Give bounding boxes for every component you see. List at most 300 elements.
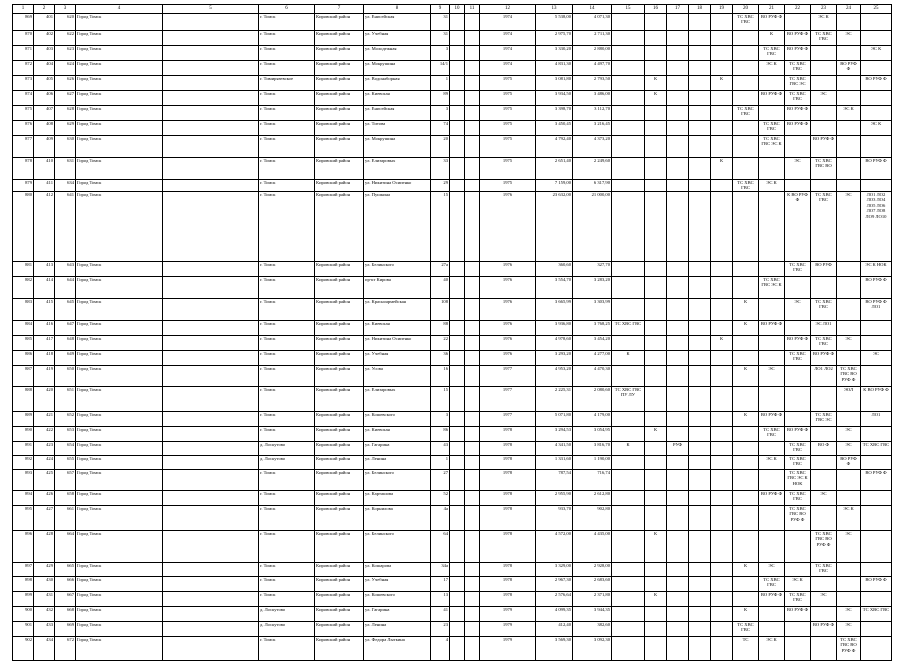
table-cell: г. Томск: [259, 563, 315, 577]
table-cell: [733, 470, 759, 491]
table-cell: 20: [431, 136, 450, 158]
table-cell: 872: [13, 61, 34, 76]
table-cell: [811, 180, 837, 192]
table-cell: 23: [431, 622, 450, 637]
table-cell: [689, 31, 711, 46]
column-number-header: 20: [733, 5, 759, 14]
table-cell: 429: [34, 563, 55, 577]
table-cell: [465, 427, 480, 442]
table-cell: [733, 351, 759, 366]
table-cell: [759, 442, 785, 456]
table-cell: г. Томск: [259, 158, 315, 180]
table-cell: [450, 592, 465, 607]
table-cell: [733, 46, 759, 61]
table-cell: ул. Ленина: [364, 456, 431, 470]
table-cell: Кировский район: [315, 91, 364, 106]
table-cell: [163, 121, 259, 136]
column-number-header: 23: [811, 5, 837, 14]
table-cell: ул. Ленина: [364, 622, 431, 637]
table-cell: ТС ХВС ГВС: [785, 351, 811, 366]
table-cell: 902,80: [573, 506, 612, 531]
table-cell: 1: [431, 76, 450, 91]
table-cell: 657: [55, 470, 76, 491]
column-number-header: 18: [689, 5, 711, 14]
table-cell: [645, 412, 667, 427]
column-number-header: 13: [536, 5, 573, 14]
table-cell: [612, 136, 645, 158]
table-cell: [450, 387, 465, 412]
table-cell: [837, 277, 861, 299]
table-cell: [163, 299, 259, 321]
table-cell: Город Томск: [76, 299, 163, 321]
table-cell: [667, 351, 689, 366]
table-cell: Кировский район: [315, 427, 364, 442]
table-row: [13, 387, 892, 412]
table-cell: ТС ХВС ГВС: [811, 336, 837, 351]
table-cell: [163, 136, 259, 158]
table-cell: 623: [55, 46, 76, 61]
column-number-header: 24: [837, 5, 861, 14]
table-cell: г. Томск: [259, 470, 315, 491]
table-cell: [837, 321, 861, 336]
table-cell: 412,40: [536, 622, 573, 637]
table-cell: [785, 622, 811, 637]
table-cell: [759, 622, 785, 637]
table-cell: 3 329,00: [536, 563, 573, 577]
table-cell: 3 216,45: [573, 121, 612, 136]
table-cell: Кировский район: [315, 387, 364, 412]
table-cell: [837, 351, 861, 366]
table-cell: 2 371,80: [573, 592, 612, 607]
table-cell: [645, 46, 667, 61]
table-cell: 647: [55, 321, 76, 336]
table-cell: ТС ХВС ГВС: [785, 592, 811, 607]
table-cell: [465, 506, 480, 531]
table-cell: [733, 387, 759, 412]
table-cell: [667, 531, 689, 563]
table-cell: [837, 470, 861, 491]
table-cell: 878: [13, 158, 34, 180]
table-row: [13, 456, 892, 470]
table-cell: Кировский район: [315, 531, 364, 563]
table-cell: Кировский район: [315, 456, 364, 470]
table-cell: д. Лоскутово: [259, 607, 315, 622]
table-cell: г. Томск: [259, 91, 315, 106]
table-cell: 418: [34, 351, 55, 366]
column-number-header: 4: [76, 5, 163, 14]
table-cell: [667, 592, 689, 607]
table-cell: [785, 277, 811, 299]
table-cell: 382,60: [573, 622, 612, 637]
table-cell: 405: [34, 76, 55, 91]
table-cell: 654: [55, 442, 76, 456]
table-cell: 629: [55, 121, 76, 136]
table-cell: [711, 456, 733, 470]
table-cell: Город Томск: [76, 136, 163, 158]
table-cell: [465, 277, 480, 299]
table-cell: ВО РУФ Ф: [785, 336, 811, 351]
table-cell: ВО РУФ Ф: [811, 622, 837, 637]
table-cell: 1979: [480, 637, 536, 661]
table-cell: ул. Гагарина: [364, 442, 431, 456]
table-cell: [465, 31, 480, 46]
table-cell: [450, 456, 465, 470]
table-cell: 4 341,50: [536, 442, 573, 456]
table-cell: 2 612,80: [573, 491, 612, 506]
table-cell: [711, 577, 733, 592]
table-cell: 1978: [480, 577, 536, 592]
table-cell: К: [733, 321, 759, 336]
table-cell: [759, 299, 785, 321]
table-cell: ТС ХВС ГВС ЭС К НОК: [785, 470, 811, 491]
table-cell: [837, 76, 861, 91]
table-cell: 6 317,90: [573, 180, 612, 192]
table-cell: [645, 637, 667, 661]
table-cell: 1977: [480, 412, 536, 427]
table-cell: ул. Енисейская: [364, 106, 431, 121]
table-cell: 360,60: [536, 262, 573, 277]
table-cell: [450, 61, 465, 76]
table-cell: г. Томск: [259, 46, 315, 61]
table-cell: [645, 158, 667, 180]
table-cell: [612, 46, 645, 61]
table-cell: 874: [13, 91, 34, 106]
table-cell: [450, 14, 465, 31]
table-cell: 407: [34, 106, 55, 121]
table-cell: 3 303,99: [573, 299, 612, 321]
table-cell: [645, 506, 667, 531]
table-cell: ТС ХВС ГВС ВО РУФ Ф: [785, 506, 811, 531]
table-cell: Кировский район: [315, 351, 364, 366]
table-cell: Кировский район: [315, 506, 364, 531]
table-cell: Город Томск: [76, 592, 163, 607]
table-cell: [759, 506, 785, 531]
table-row: [13, 366, 892, 387]
table-cell: [667, 262, 689, 277]
table-cell: Город Томск: [76, 387, 163, 412]
table-cell: Город Томск: [76, 351, 163, 366]
table-cell: [645, 136, 667, 158]
table-cell: [163, 442, 259, 456]
table-cell: 1978: [480, 506, 536, 531]
table-cell: г. Томск: [259, 106, 315, 121]
table-cell: 787,54: [536, 470, 573, 491]
table-cell: [861, 592, 892, 607]
table-cell: [711, 262, 733, 277]
table-cell: Город Томск: [76, 456, 163, 470]
table-row: [13, 299, 892, 321]
table-cell: ЛО1: [861, 412, 892, 427]
table-cell: [667, 158, 689, 180]
table-cell: [861, 366, 892, 387]
table-cell: ВО РУФ Ф: [837, 456, 861, 470]
table-cell: К: [612, 442, 645, 456]
table-cell: [759, 192, 785, 262]
table-cell: [163, 577, 259, 592]
table-cell: [163, 158, 259, 180]
table-cell: [465, 531, 480, 563]
table-cell: ЭС К: [759, 180, 785, 192]
table-cell: ул. Гагарина: [364, 607, 431, 622]
table-cell: К ВО РУФ Ф: [861, 387, 892, 412]
table-cell: 3 294,53: [536, 427, 573, 442]
table-cell: [861, 531, 892, 563]
table-cell: Кировский район: [315, 470, 364, 491]
table-cell: 3: [431, 412, 450, 427]
table-cell: [689, 61, 711, 76]
table-cell: ВО РУФ Ф: [861, 577, 892, 592]
table-cell: ул. Учебная: [364, 577, 431, 592]
table-cell: [450, 366, 465, 387]
table-cell: 881: [13, 262, 34, 277]
table-cell: Город Томск: [76, 321, 163, 336]
table-cell: К: [645, 531, 667, 563]
table-cell: ВО Ф: [811, 442, 837, 456]
table-cell: Кировский район: [315, 192, 364, 262]
table-cell: [163, 412, 259, 427]
table-cell: [861, 563, 892, 577]
table-cell: 3 450,45: [536, 121, 573, 136]
table-cell: ул. Кошарова: [364, 563, 431, 577]
table-cell: [612, 592, 645, 607]
table-cell: 428: [34, 531, 55, 563]
table-cell: [612, 622, 645, 637]
table-cell: ВО РУФ Ф: [759, 14, 785, 31]
table-cell: [733, 91, 759, 106]
table-cell: 4 470,30: [573, 366, 612, 387]
table-cell: [612, 531, 645, 563]
table-cell: 4 978,60: [536, 336, 573, 351]
table-cell: [861, 14, 892, 31]
table-cell: [645, 607, 667, 622]
table-cell: 4а: [431, 506, 450, 531]
table-cell: 403: [34, 46, 55, 61]
table-cell: [163, 321, 259, 336]
table-cell: [837, 592, 861, 607]
table-cell: Город Томск: [76, 277, 163, 299]
table-cell: [612, 563, 645, 577]
table-cell: 4 792,40: [536, 136, 573, 158]
table-cell: Кировский район: [315, 442, 364, 456]
table-cell: [837, 180, 861, 192]
table-cell: Город Томск: [76, 180, 163, 192]
table-cell: [612, 106, 645, 121]
table-cell: [612, 336, 645, 351]
table-cell: [667, 366, 689, 387]
table-cell: ул. Кошевского: [364, 412, 431, 427]
table-cell: ТС ХВС ГВС ВО РУФ Ф: [811, 531, 837, 563]
table-cell: К: [612, 351, 645, 366]
table-cell: [667, 456, 689, 470]
table-cell: ТС ХВС ГВС: [811, 299, 837, 321]
table-cell: 2 975,70: [536, 31, 573, 46]
table-cell: [861, 61, 892, 76]
table-cell: [163, 366, 259, 387]
table-cell: [733, 442, 759, 456]
table-cell: [163, 387, 259, 412]
table-cell: [861, 456, 892, 470]
table-cell: 4 831,30: [536, 61, 573, 76]
table-cell: [689, 531, 711, 563]
table-cell: ЭС: [861, 351, 892, 366]
table-cell: 665: [55, 563, 76, 577]
table-cell: [785, 136, 811, 158]
table-cell: ТС ХВС ГВС ВО РУФ Ф: [837, 637, 861, 661]
table-cell: ЭС: [785, 299, 811, 321]
table-cell: [612, 76, 645, 91]
table-cell: [667, 622, 689, 637]
table-cell: 893: [13, 470, 34, 491]
table-cell: [465, 61, 480, 76]
table-cell: ул. Учебная: [364, 351, 431, 366]
table-cell: ТС ХВС ГВС: [785, 491, 811, 506]
table-cell: 1979: [480, 622, 536, 637]
table-cell: [450, 46, 465, 61]
table-cell: [645, 180, 667, 192]
table-cell: [612, 577, 645, 592]
table-cell: [645, 442, 667, 456]
table-cell: [837, 563, 861, 577]
table-cell: 643: [55, 262, 76, 277]
table-cell: [711, 299, 733, 321]
table-cell: [465, 412, 480, 427]
column-number-header: 25: [861, 5, 892, 14]
table-cell: [465, 387, 480, 412]
table-cell: [837, 577, 861, 592]
table-cell: 21 000,00: [573, 192, 612, 262]
table-cell: 412: [34, 192, 55, 262]
table-cell: 4 071,30: [573, 14, 612, 31]
table-cell: 3: [431, 106, 450, 121]
table-cell: ТС ХВС ГВС ВО РУФ Ф: [837, 366, 861, 387]
table-cell: 3 293,20: [536, 351, 573, 366]
table-cell: 2 793,50: [573, 76, 612, 91]
table-row: [13, 31, 892, 46]
table-cell: [667, 607, 689, 622]
table-cell: [861, 427, 892, 442]
table-cell: 2 880,00: [573, 46, 612, 61]
table-cell: ТС: [733, 637, 759, 661]
table-cell: 3 554,70: [536, 277, 573, 299]
table-cell: ТС ХВС ГВС: [759, 577, 785, 592]
table-cell: 5 538,00: [536, 14, 573, 31]
table-cell: ЭС: [759, 563, 785, 577]
table-cell: ЭС: [837, 531, 861, 563]
table-cell: 891: [13, 442, 34, 456]
table-cell: 427: [34, 506, 55, 531]
table-cell: 902: [13, 637, 34, 661]
table-row: [13, 61, 892, 76]
table-cell: ЭС: [837, 622, 861, 637]
table-cell: [612, 491, 645, 506]
table-cell: Кировский район: [315, 563, 364, 577]
table-cell: [811, 106, 837, 121]
table-cell: 3 454,20: [573, 336, 612, 351]
table-cell: 64: [431, 531, 450, 563]
table-cell: Кировский район: [315, 121, 364, 136]
table-cell: [785, 563, 811, 577]
table-cell: ВО РУФ Ф: [837, 61, 861, 76]
table-cell: [733, 592, 759, 607]
table-cell: 634: [55, 180, 76, 192]
table-cell: ЭС К: [759, 61, 785, 76]
table-cell: ТС ХВС ГВС: [785, 442, 811, 456]
table-cell: ТС ХВС ГВС: [811, 563, 837, 577]
table-cell: 7 159,00: [536, 180, 573, 192]
table-cell: 3 092,30: [573, 637, 612, 661]
table-cell: [711, 106, 733, 121]
table-cell: [759, 158, 785, 180]
table-cell: [711, 121, 733, 136]
table-row: [13, 14, 892, 31]
table-cell: [450, 637, 465, 661]
table-cell: [612, 470, 645, 491]
table-cell: ВО РУФ Ф: [759, 412, 785, 427]
table-cell: ул. Кошевского: [364, 592, 431, 607]
table-cell: 627: [55, 91, 76, 106]
table-cell: Город Томск: [76, 336, 163, 351]
table-cell: 88: [431, 321, 450, 336]
table-cell: ВО РУФ Ф: [811, 136, 837, 158]
table-cell: ТС ХВС ГВС: [733, 106, 759, 121]
table-cell: [785, 531, 811, 563]
table-cell: 433: [34, 622, 55, 637]
table-cell: [759, 607, 785, 622]
table-cell: Город Томск: [76, 622, 163, 637]
table-cell: 413: [34, 262, 55, 277]
table-cell: [450, 121, 465, 136]
table-cell: Кировский район: [315, 262, 364, 277]
table-cell: [667, 387, 689, 412]
column-number-header: 1: [13, 5, 34, 14]
table-cell: [689, 577, 711, 592]
table-cell: 653: [55, 427, 76, 442]
table-cell: ЛО1 ЛО2: [811, 366, 837, 387]
table-cell: [163, 61, 259, 76]
table-cell: 1975: [480, 136, 536, 158]
table-cell: 669: [55, 622, 76, 637]
table-cell: [667, 91, 689, 106]
table-cell: [689, 299, 711, 321]
table-cell: ТС ХВС ГВС: [759, 121, 785, 136]
table-cell: [163, 351, 259, 366]
table-cell: 4: [431, 637, 450, 661]
table-cell: ул. Усова: [364, 366, 431, 387]
table-cell: Город Томск: [76, 577, 163, 592]
table-cell: [450, 192, 465, 262]
table-cell: 4 497,70: [573, 61, 612, 76]
table-cell: [837, 491, 861, 506]
table-cell: [837, 91, 861, 106]
table-cell: 2 683,60: [573, 577, 612, 592]
column-number-header: 15: [612, 5, 645, 14]
table-cell: [465, 336, 480, 351]
table-cell: [811, 121, 837, 136]
table-cell: 432: [34, 607, 55, 622]
table-cell: Город Томск: [76, 366, 163, 387]
table-cell: г. Томск: [259, 299, 315, 321]
table-cell: [667, 336, 689, 351]
table-cell: 933,70: [536, 506, 573, 531]
table-cell: 4 373,20: [573, 136, 612, 158]
table-cell: [465, 14, 480, 31]
table-cell: [837, 46, 861, 61]
table-cell: [612, 637, 645, 661]
table-cell: [711, 563, 733, 577]
table-cell: [711, 607, 733, 622]
table-cell: 1: [431, 456, 450, 470]
table-cell: ВО РУФ Ф: [861, 158, 892, 180]
